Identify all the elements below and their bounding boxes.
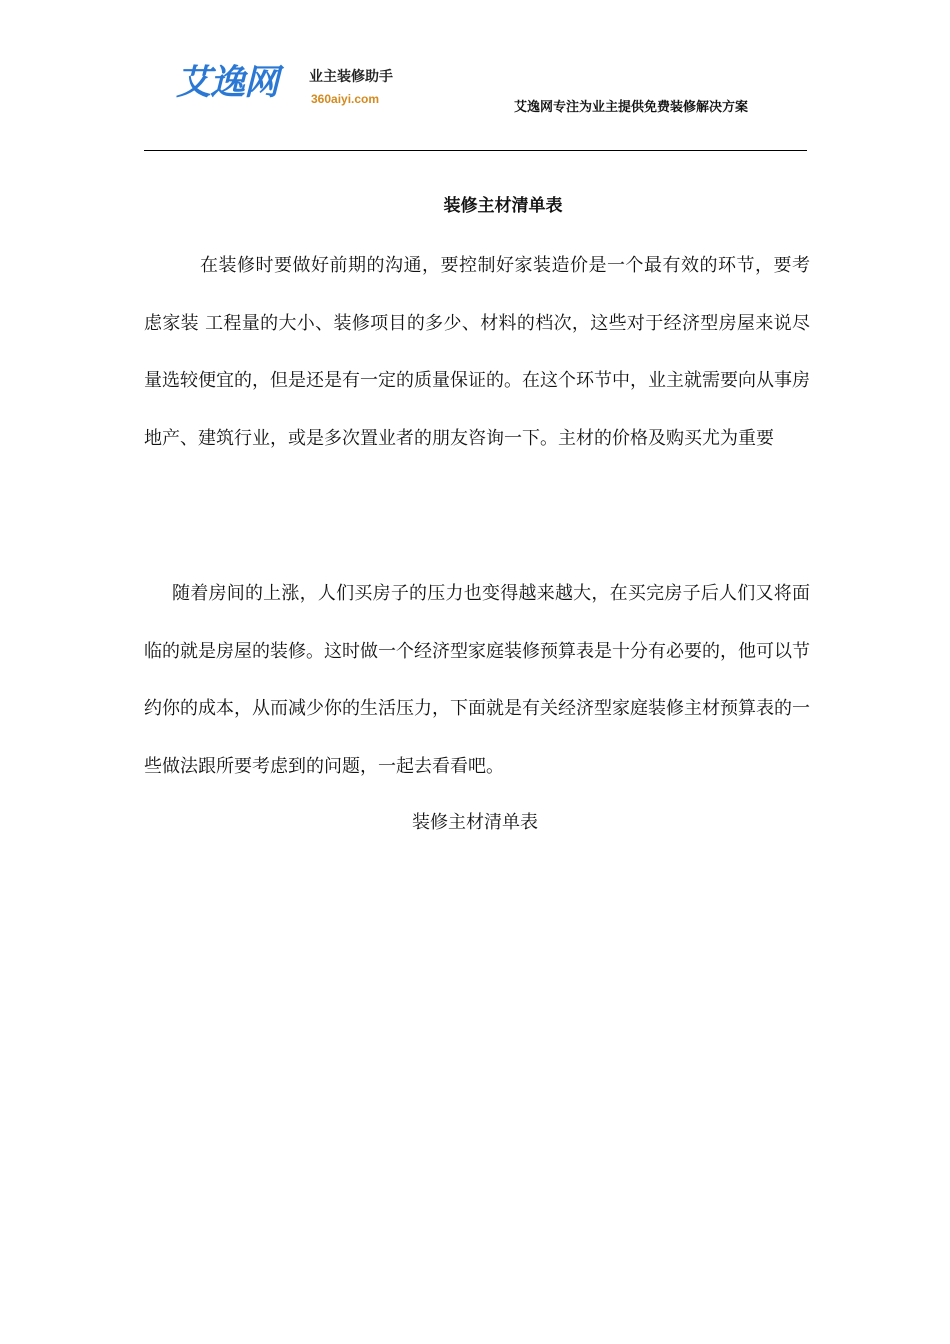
logo-tagline: 业主装修助手: [309, 69, 393, 85]
document-title: 装修主材清单表: [443, 196, 563, 216]
header-slogan: 艾逸网专注为业主提供免费装修解决方案: [514, 100, 749, 115]
site-logo[interactable]: 艾逸网: [176, 63, 279, 103]
logo-domain: 360aiyi.com: [311, 92, 380, 106]
section-subtitle: 装修主材清单表: [412, 812, 538, 833]
page-header: [0, 0, 950, 152]
body-paragraph-2: 随着房间的上涨，人们买房子的压力也变得越来越大，在买完房子后人们又将面临的就是房屋的装修。这时做一个经济型家庭装修预算表是十分有必要的，他可以节约你的成本，从而减少你的生活压力，下面就是有关经济型家庭装修主材预算表的一些做法跟所要考虑到的问题，一起去看看吧。: [144, 583, 810, 777]
body-paragraph-1: 在装修时要做好前期的沟通，要控制好家装造价是一个最有效的环节，要考虑家装 工程量的大小、装修项目的多少、材料的档次，这些对于经济型房屋来说尽量选较便宜的，但是还是有一定的质量保证的。在这个环节中，业主就需要向从事房地产、建筑行业，或是多次置业者的朋友咨询一下。主材的价格及购买尤为重要: [144, 255, 810, 449]
header-divider: [144, 150, 807, 151]
